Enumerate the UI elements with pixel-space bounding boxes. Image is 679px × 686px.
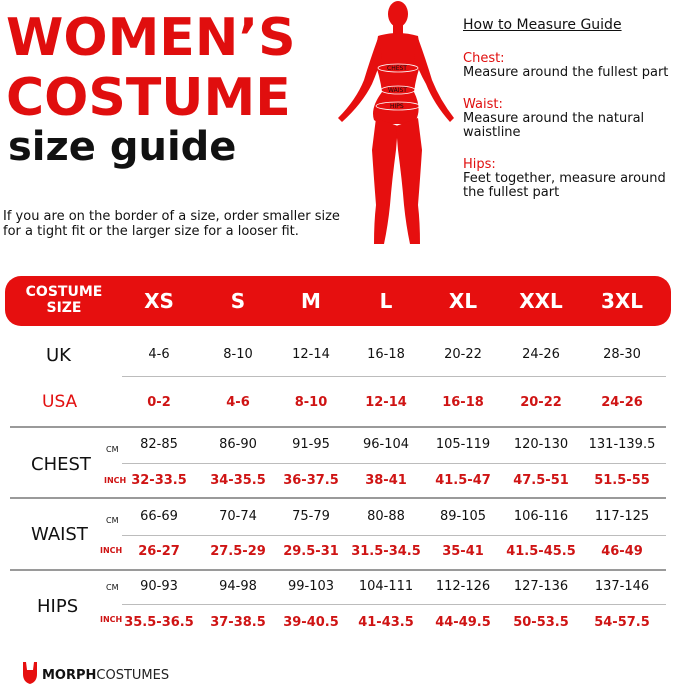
usa-row-label: USA: [42, 392, 78, 412]
waist-inch-3xl: 46-49: [601, 544, 643, 559]
chest-cm-xl: 105-119: [435, 437, 491, 452]
chest-cm-xxl: 120-130: [513, 437, 569, 452]
waist-inch-xl: 35-41: [442, 544, 484, 559]
size-header-l: L: [379, 289, 393, 313]
chest-cm-unit: CM: [106, 445, 119, 454]
hips-cm-s: 94-98: [219, 579, 257, 594]
waist-inch-m: 29.5-31: [283, 544, 339, 559]
hips-cm-xs: 90-93: [140, 579, 178, 594]
usa-xxl: 20-22: [520, 395, 562, 410]
hips-row-label: HIPS: [37, 596, 79, 617]
waist-inch-l: 31.5-34.5: [351, 544, 421, 559]
guide-title: How to Measure Guide: [463, 17, 622, 33]
chest-inch-xs: 32-33.5: [131, 473, 187, 488]
waist-cm-m: 75-79: [292, 509, 330, 524]
chest-inner-divider: [122, 463, 666, 464]
waist-inch-xxl: 41.5-45.5: [506, 544, 576, 559]
guide-waist-text: Measure around the natural waistline: [463, 111, 645, 140]
figure-label-hips: HIPS: [390, 103, 404, 110]
chest-row-label: CHEST: [31, 454, 91, 475]
size-header-3xl: 3XL: [600, 289, 644, 313]
hips-cm-xxl: 127-136: [513, 579, 569, 594]
size-header-xxl: XXL: [519, 289, 563, 313]
usa-m: 8-10: [294, 395, 328, 410]
uk-row-label: UK: [46, 345, 71, 366]
chest-cm-xs: 82-85: [140, 437, 178, 452]
chest-inch-unit: INCH: [104, 476, 127, 485]
chest-inch-xxl: 47.5-51: [513, 473, 569, 488]
waist-cm-3xl: 117-125: [594, 509, 650, 524]
usa-divider: [10, 426, 666, 428]
waist-cm-s: 70-74: [219, 509, 257, 524]
waist-inch-xs: 26-27: [138, 544, 180, 559]
figure-label-chest: CHEST: [387, 65, 407, 72]
waist-cm-l: 80-88: [367, 509, 405, 524]
brand-logo: [42, 668, 169, 683]
waist-cm-xl: 89-105: [439, 509, 487, 524]
size-header-xs: XS: [144, 289, 174, 313]
hips-inch-m: 39-40.5: [283, 615, 339, 630]
chest-cm-l: 96-104: [362, 437, 410, 452]
body-silhouette-figure: [330, 0, 460, 250]
title-line-2: COSTUME: [6, 68, 291, 128]
chest-inch-xl: 41.5-47: [435, 473, 491, 488]
guide-chest-label: Chest:: [463, 51, 505, 66]
figure-label-waist: WAIST: [388, 87, 407, 94]
uk-xs: 4-6: [148, 347, 170, 362]
guide-hips-label: Hips:: [463, 157, 496, 172]
uk-xl: 20-22: [444, 347, 482, 362]
uk-m: 12-14: [292, 347, 330, 362]
usa-xl: 16-18: [442, 395, 484, 410]
hips-inch-s: 37-38.5: [210, 615, 266, 630]
hips-inch-3xl: 54-57.5: [594, 615, 650, 630]
chest-divider: [10, 497, 666, 499]
hips-inch-l: 41-43.5: [358, 615, 414, 630]
hips-inch-xl: 44-49.5: [435, 615, 491, 630]
hips-inch-xs: 35.5-36.5: [124, 615, 194, 630]
size-header-m: M: [301, 289, 321, 313]
fit-note: If you are on the border of a size, order smaller size for a tight fit or the larger size for a looser fit.: [3, 209, 340, 239]
hips-inch-unit: INCH: [100, 615, 123, 624]
chest-inch-m: 36-37.5: [283, 473, 339, 488]
waist-inch-unit: INCH: [100, 546, 123, 555]
size-header-xl: XL: [448, 289, 478, 313]
chest-cm-s: 86-90: [219, 437, 257, 452]
waist-inner-divider: [122, 535, 666, 536]
hips-cm-3xl: 137-146: [594, 579, 650, 594]
waist-row-label: WAIST: [31, 524, 88, 545]
hips-inner-divider: [122, 604, 666, 605]
guide-chest-text: Measure around the fullest part: [463, 65, 669, 80]
uk-l: 16-18: [367, 347, 405, 362]
usa-l: 12-14: [365, 395, 407, 410]
usa-3xl: 24-26: [601, 395, 643, 410]
hips-cm-m: 99-103: [287, 579, 335, 594]
chest-cm-m: 91-95: [292, 437, 330, 452]
waist-cm-xxl: 106-116: [513, 509, 569, 524]
brand-name-part2: COSTUMES: [96, 668, 170, 683]
uk-3xl: 28-30: [603, 347, 641, 362]
brand-name-part1: MORPH: [42, 668, 97, 683]
guide-waist-label: Waist:: [463, 97, 503, 112]
guide-hips-text: Feet together, measure around the fullest part: [463, 171, 666, 200]
size-header-bar: [5, 276, 671, 326]
chest-cm-3xl: 131-139.5: [588, 437, 656, 452]
usa-s: 4-6: [226, 395, 250, 410]
uk-s: 8-10: [223, 347, 253, 362]
hips-cm-unit: CM: [106, 583, 119, 592]
usa-xs: 0-2: [147, 395, 171, 410]
uk-xxl: 24-26: [522, 347, 560, 362]
measure-guide: [463, 18, 673, 218]
chest-inch-l: 38-41: [365, 473, 407, 488]
waist-inch-s: 27.5-29: [210, 544, 266, 559]
waist-cm-unit: CM: [106, 516, 119, 525]
waist-cm-xs: 66-69: [140, 509, 178, 524]
costume-size-header-line1: COSTUME: [25, 284, 103, 300]
title-line-1: WOMEN’S: [6, 8, 296, 68]
hand-horns-icon: [20, 660, 42, 686]
subtitle: size guide: [8, 124, 237, 170]
chest-inch-3xl: 51.5-55: [594, 473, 650, 488]
uk-divider: [122, 376, 666, 377]
waist-divider: [10, 569, 666, 571]
hips-inch-xxl: 50-53.5: [513, 615, 569, 630]
costume-size-header: [19, 284, 109, 316]
chest-inch-s: 34-35.5: [210, 473, 266, 488]
hips-cm-xl: 112-126: [435, 579, 491, 594]
hips-cm-l: 104-111: [358, 579, 414, 594]
size-header-s: S: [230, 289, 246, 313]
costume-size-header-line2: SIZE: [46, 300, 82, 316]
